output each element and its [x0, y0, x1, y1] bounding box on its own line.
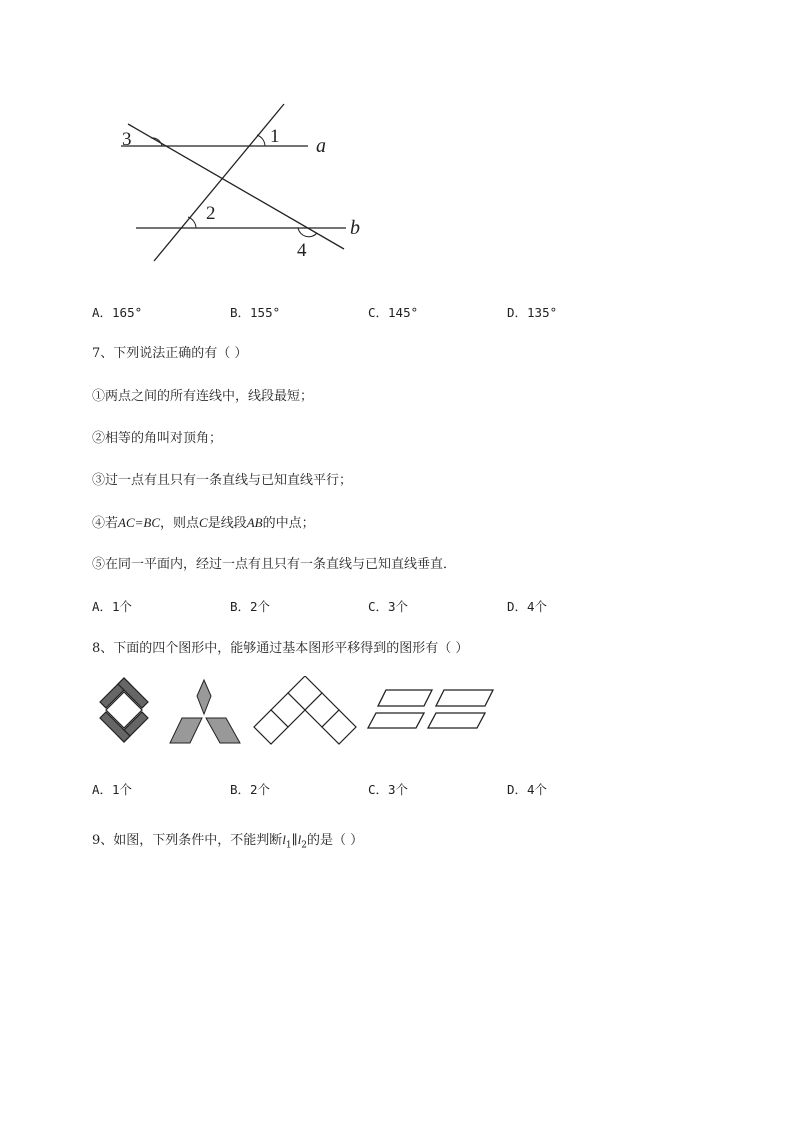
- q7-s4-point-c: C: [199, 515, 208, 530]
- q7-statement-4: [92, 514, 315, 533]
- q7-s4-text-2: ，则点: [160, 516, 200, 531]
- q8-figure-2: [170, 680, 240, 743]
- q7-option-d[interactable]: D．4个: [507, 599, 548, 614]
- angle-label-1: 1: [270, 126, 280, 147]
- angle-arc-3: [151, 138, 162, 146]
- q7-s4-text-3: 是线段: [207, 516, 247, 531]
- q7-statement-3: ③过一点有且只有一条直线与已知直线平行；: [92, 473, 353, 488]
- angle-arc-1: [257, 135, 265, 146]
- q8-figure-3: [254, 676, 356, 744]
- line-label-a: a: [316, 135, 326, 157]
- q6-option-d[interactable]: D．135°: [507, 305, 558, 320]
- q9-text-1: 9、如图，下列条件中，不能判断: [92, 833, 283, 848]
- q6-option-a[interactable]: A．165°: [92, 305, 143, 320]
- q7-statement-1: ①两点之间的所有连线中，线段最短；: [92, 389, 314, 404]
- q9-parallel-symbol: ∥: [291, 833, 298, 848]
- q7-s4-text-4: 的中点；: [262, 516, 315, 531]
- q9-line-l1: l: [282, 832, 286, 847]
- q7-s4-equation: AC=BC: [118, 515, 161, 530]
- q7-option-b[interactable]: B．2个: [230, 599, 271, 614]
- q6-option-b[interactable]: B．155°: [230, 305, 281, 320]
- q9-text-2: 的是（ ）: [307, 833, 364, 848]
- q9-sub-2: 2: [301, 840, 308, 851]
- q7-statement-5: ⑤在同一平面内，经过一点有且只有一条直线与已知直线垂直．: [92, 557, 457, 572]
- q8-figure-4: [368, 690, 493, 728]
- angle-label-4: 4: [297, 240, 307, 261]
- q8-figure-1: [100, 678, 148, 742]
- q7-s4-text-1: ④若: [92, 516, 119, 531]
- q7-s4-segment-ab: AB: [246, 515, 263, 530]
- q8-option-b[interactable]: B．2个: [230, 782, 271, 797]
- q7-option-a[interactable]: A．1个: [92, 599, 133, 614]
- angle-label-3: 3: [122, 129, 132, 150]
- q7-statement-2: ②相等的角叫对顶角；: [92, 431, 223, 446]
- q8-stem: 8、下面的四个图形中，能够通过基本图形平移得到的图形有（ ）: [92, 641, 469, 656]
- q7-option-c[interactable]: C．3个: [368, 599, 409, 614]
- transversal-1: [154, 104, 284, 261]
- angle-figure-q6: [110, 98, 370, 268]
- q8-option-d[interactable]: D．4个: [507, 782, 548, 797]
- line-label-b: b: [350, 217, 360, 239]
- q8-option-a[interactable]: A．1个: [92, 782, 133, 797]
- q8-option-c[interactable]: C．3个: [368, 782, 409, 797]
- q8-figures: [90, 676, 510, 756]
- q9-sub-1: 1: [285, 840, 292, 851]
- q6-option-c[interactable]: C．145°: [368, 305, 419, 320]
- q9-line-l2: l: [297, 832, 302, 847]
- q7-stem: 7、下列说法正确的有（ ）: [92, 346, 248, 361]
- q9-stem: [92, 831, 363, 855]
- angle-label-2: 2: [206, 203, 216, 224]
